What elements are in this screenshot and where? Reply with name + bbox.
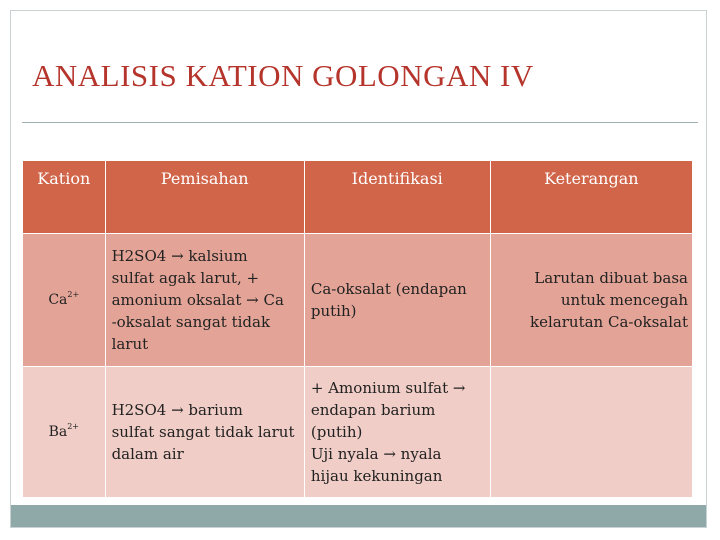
header-keterangan: Keterangan (490, 161, 692, 234)
kation-charge: 2+ (67, 290, 80, 299)
identifikasi-cell (304, 234, 490, 367)
kation-charge: 2+ (67, 422, 79, 431)
pemisahan-cell (105, 367, 304, 498)
keterangan-cell (490, 367, 692, 498)
kation-table (22, 160, 693, 498)
header-kation: Kation (23, 161, 106, 234)
pemisahan-cell (105, 234, 304, 367)
kation-cell (23, 234, 106, 367)
table-header-row (23, 161, 693, 234)
identifikasi-text: + Amonium sulfat → endapan barium (putih) Uji nyala → nyala hijau kekuningan (310, 379, 466, 485)
kation-symbol: Ba (48, 424, 68, 440)
identifikasi-text: Ca-oksalat (endapan putih) (310, 280, 467, 320)
title-divider (22, 122, 698, 123)
header-identifikasi: Identifikasi (304, 161, 490, 234)
pemisahan-text: H2SO4 → kalsium sulfat agak larut, + amonium oksalat → Ca -oksalat sangat tidak larut (111, 247, 284, 353)
kation-symbol: Ca (48, 292, 68, 308)
identifikasi-cell (304, 367, 490, 498)
header-pemisahan: Pemisahan (105, 161, 304, 234)
kation-cell (23, 367, 106, 498)
pemisahan-text: H2SO4 → barium sulfat sangat tidak larut dalam air (111, 401, 295, 463)
table-row (23, 234, 693, 367)
keterangan-text: Larutan dibuat basa untuk mencegah kelarutan Ca-oksalat (530, 269, 688, 331)
table-row (23, 367, 693, 498)
keterangan-cell (490, 234, 692, 367)
footer-bar (11, 505, 706, 527)
slide-title: ANALISIS KATION GOLONGAN IV (32, 58, 534, 93)
